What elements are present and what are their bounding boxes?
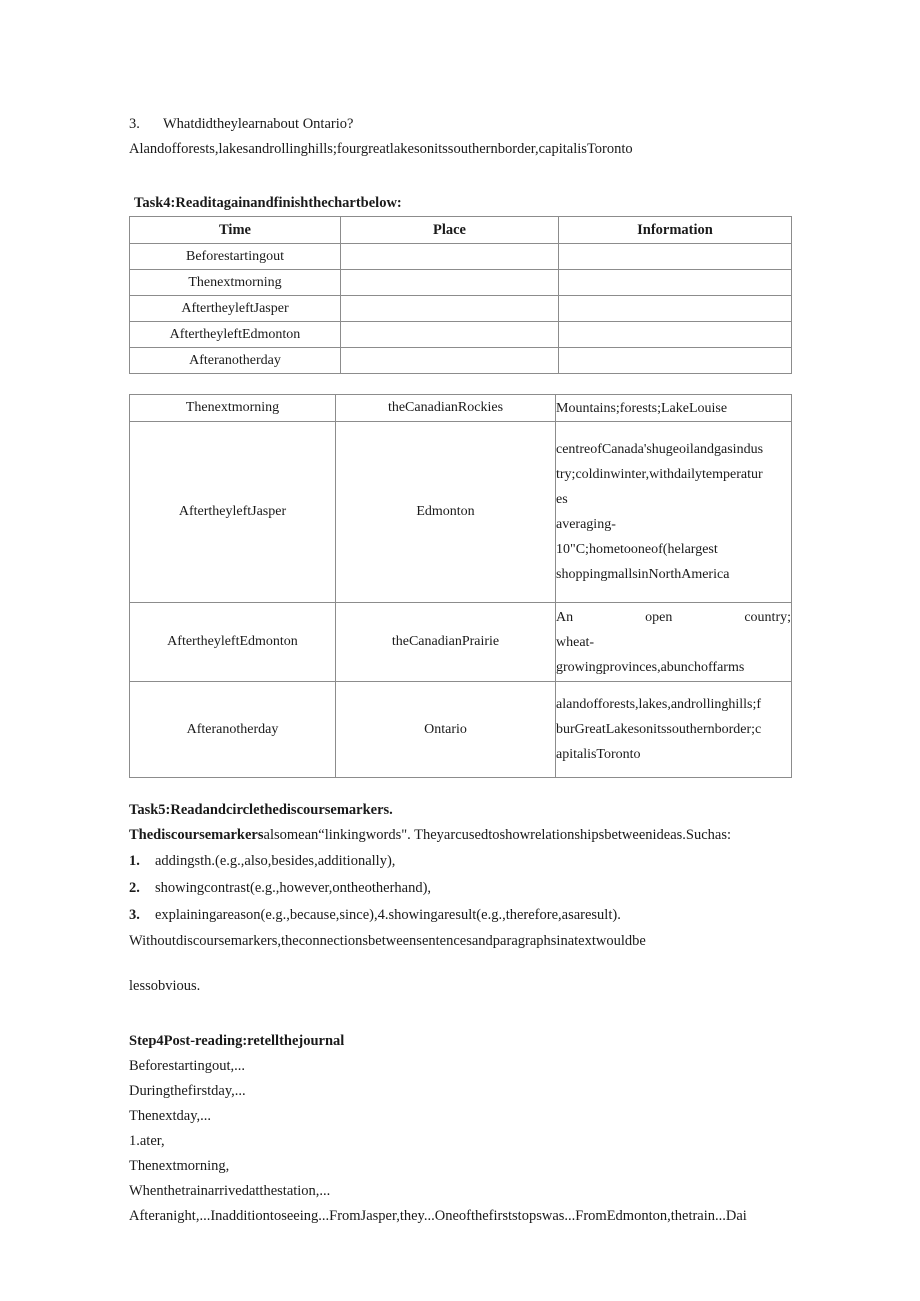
question-3 [129, 112, 791, 137]
cell-time: Afteranotherday [130, 682, 336, 778]
step4-line: Thenextday,... [129, 1108, 212, 1124]
question-text: Whatdidtheylearnabout Ontario? [163, 116, 354, 132]
spacer [129, 778, 791, 798]
task5-item [129, 848, 791, 875]
task5-intro [129, 823, 791, 848]
cell-time: AftertheyleftEdmonton [130, 603, 336, 682]
column-header-place: Place [341, 217, 559, 244]
cell-time: AftertheyleftJasper [130, 422, 336, 603]
item-text: showingcontrast(e.g.,however,ontheotherhand), [155, 880, 432, 896]
task4-filled-table [129, 394, 792, 778]
cell-information-blank[interactable] [559, 322, 792, 348]
spacer [129, 162, 791, 192]
cell-place-blank[interactable] [341, 322, 559, 348]
info-line: 10"C;hometooneof(helargest [556, 542, 718, 557]
cell-information: Mountains;forests;LakeLouise [556, 395, 792, 422]
info-line: burGreatLakesonitssouthernborder;c [556, 722, 762, 737]
task5-heading: Task5:Readandcirclethediscoursemarkers. [129, 802, 393, 818]
step4-line: Whenthetrainarrivedatthestation,... [129, 1183, 331, 1199]
item-number: 1. [129, 853, 140, 869]
table-row [130, 270, 792, 296]
step4-line: 1.ater, [129, 1133, 165, 1149]
cell-time: AftertheyleftEdmonton [130, 322, 341, 348]
cell-time: AftertheyleftJasper [130, 296, 341, 322]
task5-closing-line-1: Withoutdiscoursemarkers,theconnectionsbetweensentencesandparagraphsinatextwouldbe [129, 933, 646, 949]
table-row [130, 322, 792, 348]
task5-item [129, 902, 791, 929]
info-line: apitalisToronto [556, 747, 641, 762]
task5-item [129, 875, 791, 902]
cell-place-blank[interactable] [341, 244, 559, 270]
info-line: try;coldinwinter,withdailytemperatur [556, 467, 763, 482]
table-row [130, 422, 792, 603]
item-text: addingsth.(e.g.,also,besides,additionally), [155, 853, 396, 869]
cell-time: Afteranotherday [130, 348, 341, 374]
question-number: 3. [129, 116, 140, 132]
spacer [129, 954, 791, 974]
cell-information-blank[interactable] [559, 270, 792, 296]
step4-heading: Step4Post-reading:retellthejournal [129, 1033, 345, 1049]
task5-closing-line-2: lessobvious. [129, 978, 201, 994]
cell-place-blank[interactable] [341, 270, 559, 296]
cell-time: Thenextmorning [130, 395, 336, 422]
step4-line: Duringthefirstday,... [129, 1083, 246, 1099]
cell-information [556, 603, 792, 682]
cell-information [556, 682, 792, 778]
info-line: growingprovinces,abunchoffarms [556, 659, 745, 675]
cell-time: Thenextmorning [130, 270, 341, 296]
question-answer: Alandofforests,lakesandrollinghills;fourgreatlakesonitssouthernborder,capitalisToronto [129, 141, 633, 157]
table-row [130, 395, 792, 422]
table-row [130, 296, 792, 322]
table-row [130, 603, 792, 682]
table-row [130, 244, 792, 270]
info-line: es [556, 492, 568, 507]
cell-place: Ontario [336, 682, 556, 778]
column-header-information: Information [559, 217, 792, 244]
cell-time: Beforestartingout [130, 244, 341, 270]
info-line: alandofforests,lakes,androllinghills;f [556, 697, 762, 712]
table-row [130, 348, 792, 374]
step4-line: Afteranight,...Inadditiontoseeing...FromJasper,they...Oneofthefirststopswas...FromEdmonton,thetrain...Dai [129, 1208, 747, 1224]
task5-intro-bold: Thediscoursemarkers [129, 827, 264, 843]
item-text: explainingareason(e.g.,because,since),4.showingaresult(e.g.,therefore,asaresult). [155, 907, 621, 923]
info-line: wheat- [556, 634, 595, 650]
cell-place: theCanadianPrairie [336, 603, 556, 682]
info-line: centreofCanada'shugeoilandgasindus [556, 442, 764, 457]
item-number: 3. [129, 907, 140, 923]
step4-line: Thenextmorning, [129, 1158, 230, 1174]
task4-blank-table [129, 216, 792, 374]
spacer [129, 374, 791, 394]
info-line: shoppingmallsinNorthAmerica [556, 567, 730, 582]
table-header-row [130, 217, 792, 244]
item-number: 2. [129, 880, 140, 896]
spacer [129, 999, 791, 1029]
task4-heading: Task4:Readitagainandfinishthechartbelow: [134, 195, 402, 211]
task5-intro-rest: alsomean“linkingwords". Theyarcusedtoshowrelationshipsbetweenideas.Suchas: [263, 827, 732, 843]
cell-information-blank[interactable] [559, 296, 792, 322]
document-body [129, 112, 791, 1229]
table-row [130, 682, 792, 778]
cell-place-blank[interactable] [341, 296, 559, 322]
cell-information-blank[interactable] [559, 348, 792, 374]
info-line: An open country; [556, 609, 791, 625]
step4-line: Beforestartingout,... [129, 1058, 245, 1074]
cell-information [556, 422, 792, 603]
cell-place-blank[interactable] [341, 348, 559, 374]
info-line: averaging- [556, 517, 616, 532]
column-header-time: Time [130, 217, 341, 244]
cell-place: Edmonton [336, 422, 556, 603]
cell-information-blank[interactable] [559, 244, 792, 270]
cell-place: theCanadianRockies [336, 395, 556, 422]
